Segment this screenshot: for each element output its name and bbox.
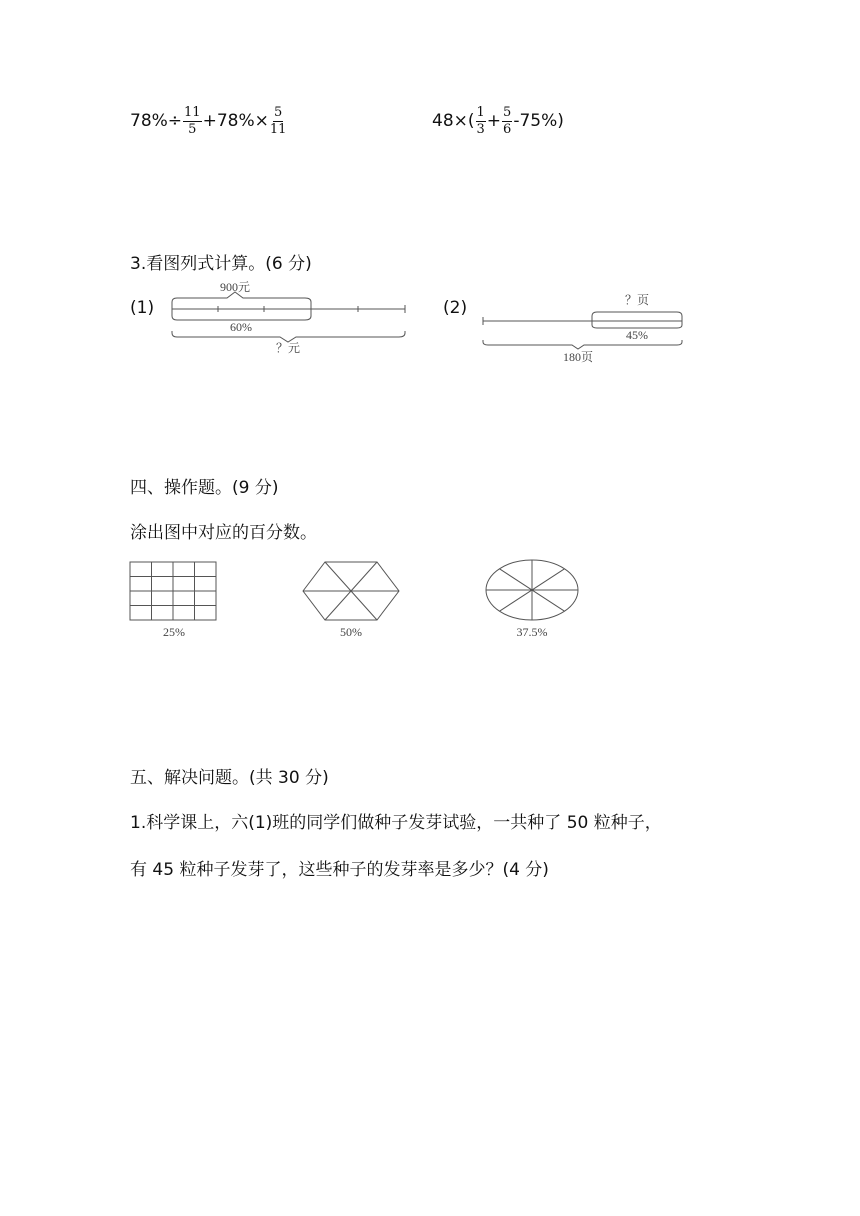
- problem-1-label: (1): [130, 298, 155, 318]
- section5-title: 五、解决问题。(共 30 分): [130, 768, 329, 788]
- section4-title: 四、操作题。(9 分): [130, 478, 279, 498]
- fraction-5-6: [502, 106, 512, 136]
- fraction-5-11: [270, 106, 287, 136]
- top-brace: [592, 312, 682, 319]
- fraction-denominator: 11: [269, 121, 287, 137]
- diagram1-middle-label: 60%: [230, 320, 252, 334]
- expression-2: [432, 106, 564, 136]
- section3-title: 3.看图列式计算。(6 分): [130, 254, 312, 274]
- expr1-part-a: 78%÷: [130, 111, 183, 132]
- grid-rectangle-icon[interactable]: [126, 558, 226, 642]
- middle-brace: [172, 313, 311, 320]
- fraction-1-3: [476, 106, 486, 136]
- diagram2-bottom-label: 180页: [562, 350, 594, 364]
- problem-2-label: (2): [443, 298, 468, 318]
- expression-1: [130, 106, 287, 136]
- expr2-part-b: +: [486, 111, 502, 132]
- shape-label: 25%: [163, 625, 185, 639]
- shape-label: 50%: [340, 625, 362, 639]
- question-1-line-2: 有 45 粒种子发芽了，这些种子的发芽率是多少？(4 分): [130, 860, 549, 880]
- fraction-denominator: 6: [503, 121, 512, 137]
- line-diagram-2: [478, 288, 690, 366]
- diagram1-bottom-label: ？元: [275, 341, 301, 355]
- shape-label: 37.5%: [516, 625, 548, 639]
- diagram1-top-label: 900元: [219, 280, 251, 294]
- question-1-line-1: 1.科学课上，六(1)班的同学们做种子发芽试验，一共种了 50 粒种子，: [130, 813, 662, 833]
- fraction-denominator: 3: [476, 121, 485, 137]
- section4-instruction: 涂出图中对应的百分数。: [130, 523, 317, 543]
- line-diagram-1: [165, 278, 415, 356]
- diagram2-top-label: ？页: [624, 293, 650, 307]
- expr1-part-b: +78%×: [202, 111, 269, 132]
- ellipse-icon[interactable]: [482, 558, 582, 642]
- fraction-numerator: 5: [503, 105, 512, 120]
- fraction-numerator: 1: [476, 105, 485, 120]
- fraction-denominator: 5: [188, 121, 197, 137]
- bottom-brace: [483, 340, 682, 349]
- diagram2-middle-label: 45%: [626, 328, 648, 342]
- fraction-numerator: 5: [273, 105, 283, 120]
- expr2-part-a: 48×(: [432, 111, 475, 132]
- hexagon-icon[interactable]: [298, 558, 408, 642]
- fraction-numerator: 11: [184, 105, 201, 120]
- expr2-part-c: -75%): [513, 111, 564, 132]
- fraction-11-5: [183, 106, 202, 136]
